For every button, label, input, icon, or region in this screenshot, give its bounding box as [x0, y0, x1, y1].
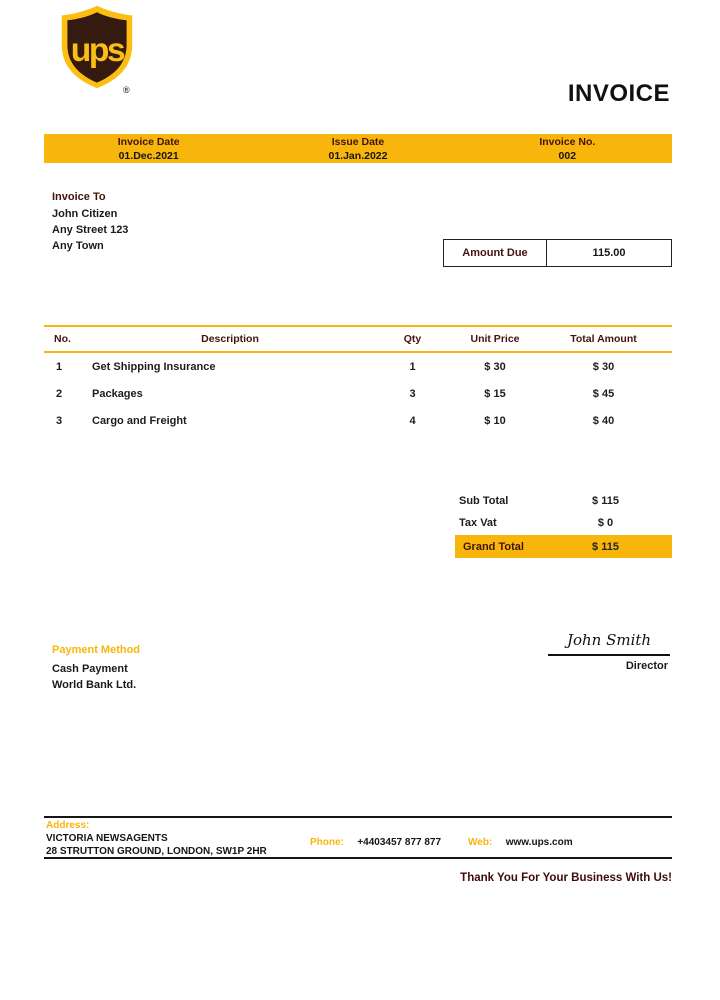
grand-total-row [455, 535, 672, 558]
items-table [44, 325, 672, 434]
payment-method-lines [52, 661, 140, 693]
issue-date-value: 01.Jan.2022 [328, 149, 388, 162]
payment-method-heading: Payment Method [52, 644, 141, 656]
item-description: Get Shipping Insurance [92, 360, 216, 373]
table-row [44, 380, 672, 407]
col-header-total-amount: Total Amount [570, 333, 637, 345]
item-total: $ 30 [592, 360, 615, 373]
tax-row [455, 512, 672, 534]
footer-bottom-rule [44, 857, 672, 859]
signature-title: Director [625, 660, 668, 672]
invoice-date-field [44, 135, 253, 163]
web-value: www.ups.com [505, 837, 573, 848]
bill-to-name: John Citizen [52, 208, 118, 220]
subtotal-label: Sub Total [459, 495, 509, 507]
address-label: Address: [46, 820, 90, 831]
ups-logo-text: ups [70, 32, 124, 69]
tax-label: Tax Vat [459, 517, 497, 529]
amount-due-box [443, 239, 672, 267]
item-no: 2 [56, 387, 63, 400]
grand-total-value: $ 115 [592, 540, 619, 553]
invoice-info-bar [44, 134, 672, 163]
grand-total-label: Grand Total [463, 540, 524, 553]
footer [44, 820, 672, 856]
item-unit-price: $ 30 [484, 360, 506, 373]
item-description: Cargo and Freight [92, 414, 187, 427]
thank-you-message: Thank You For Your Business With Us! [460, 872, 672, 884]
footer-top-rule [44, 816, 672, 818]
table-row [44, 353, 672, 380]
bill-to-heading: Invoice To [52, 191, 106, 203]
web-label: Web: [468, 837, 493, 848]
amount-due-label: Amount Due [444, 240, 547, 266]
payment-method-block [52, 644, 140, 693]
subtotal-row [455, 490, 672, 512]
table-row [44, 407, 672, 434]
col-header-unit-price: Unit Price [470, 333, 520, 345]
tax-value: $ 0 [597, 517, 614, 529]
item-qty: 1 [409, 360, 416, 373]
item-total: $ 45 [592, 387, 615, 400]
issue-date-field [253, 135, 462, 163]
item-no: 1 [56, 360, 63, 373]
amount-due-value: 115.00 [592, 247, 626, 259]
items-table-header [44, 325, 672, 353]
col-header-description: Description [201, 333, 259, 345]
bill-to-block [52, 190, 128, 254]
col-header-no: No. [54, 333, 71, 345]
page-title: INVOICE [567, 80, 670, 107]
footer-address [46, 820, 267, 858]
phone-value: +4403457 877 877 [357, 837, 442, 848]
bill-to-town: Any Town [52, 240, 104, 252]
item-unit-price: $ 15 [484, 387, 506, 400]
signature-name: John Smith [548, 626, 670, 656]
ups-shield-icon [57, 5, 137, 89]
invoice-date-label: Invoice Date [117, 135, 180, 148]
bill-to-street: Any Street 123 [52, 224, 129, 236]
phone-label: Phone: [310, 837, 344, 848]
signature-block [548, 626, 670, 673]
totals-block [455, 490, 672, 558]
invoice-date-value: 01.Dec.2021 [118, 149, 179, 162]
footer-phone [310, 832, 441, 850]
item-unit-price: $ 10 [484, 414, 506, 427]
ups-logo [57, 5, 137, 103]
bill-to-lines [52, 206, 128, 254]
item-qty: 3 [409, 387, 416, 400]
payment-bank: World Bank Ltd. [52, 679, 137, 691]
invoice-number-field [463, 135, 672, 163]
item-no: 3 [56, 414, 63, 427]
issue-date-label: Issue Date [331, 135, 385, 148]
registered-trademark-symbol: ® [123, 85, 130, 95]
item-description: Packages [92, 387, 143, 400]
address-line-2: 28 STRUTTON GROUND, LONDON, SW1P 2HR [46, 846, 267, 857]
item-qty: 4 [409, 414, 416, 427]
col-header-qty: Qty [403, 333, 422, 345]
subtotal-value: $ 115 [592, 495, 619, 507]
payment-type: Cash Payment [52, 663, 128, 675]
footer-web [468, 832, 573, 850]
invoice-number-label: Invoice No. [539, 135, 596, 148]
address-line-1: VICTORIA NEWSAGENTS [46, 833, 168, 844]
item-total: $ 40 [592, 414, 615, 427]
invoice-number-value: 002 [558, 149, 577, 162]
